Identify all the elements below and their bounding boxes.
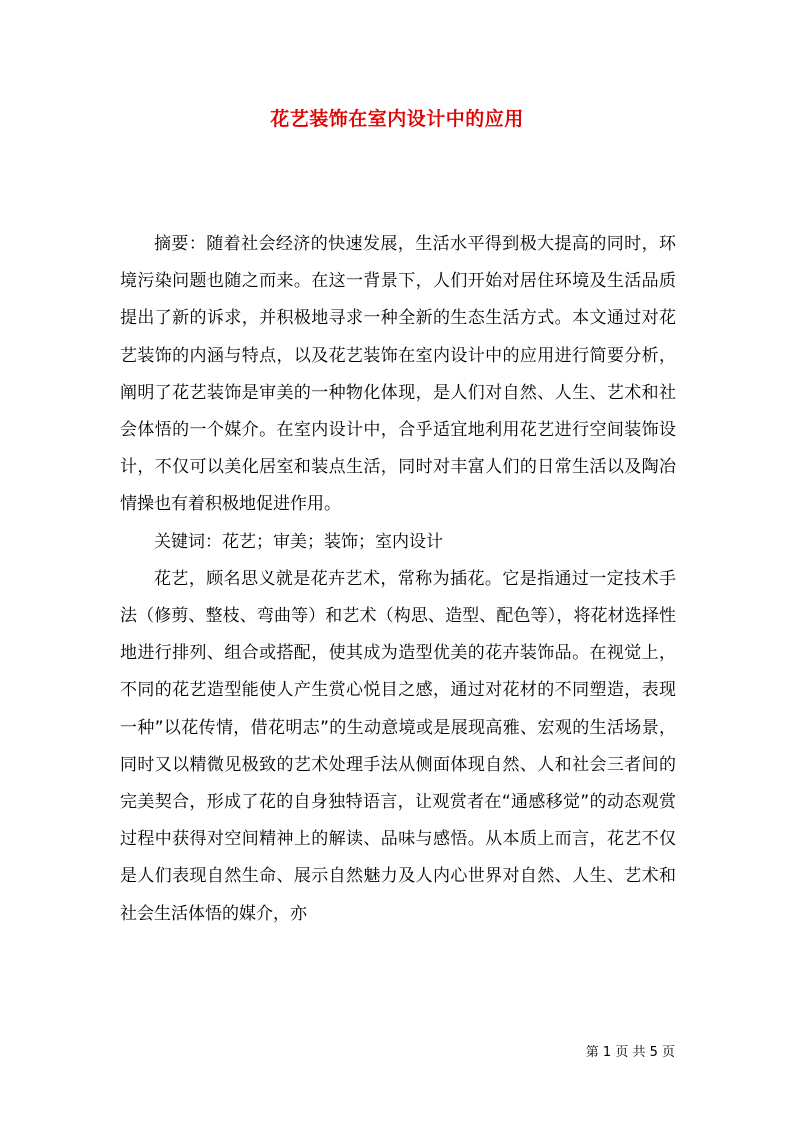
abstract-paragraph: 摘要：随着社会经济的快速发展，生活水平得到极大提高的同时，环境污染问题也随之而来。在这一背景下，人们开始对居住环境及生活品质提出了新的诉求，并积极地寻求一种全新的生态生活方式。本文通过对花艺装饰的内涵与特点，以及花艺装饰在室内设计中的应用进行简要分析，阐明了花艺装饰是审美的一种物化体现，是人们对自然、人生、艺术和社会体悟的一个媒介。在室内设计中，合乎适宜地利用花艺进行空间装饰设计，不仅可以美化居室和装点生活，同时对丰富人们的日常生活以及陶冶情操也有着积极地促进作用。 <box>120 234 676 515</box>
body-paragraph: 花艺，顾名思义就是花卉艺术，常称为插花。它是指通过一定技术手法（修剪、整枝、弯曲等）和艺术（构思、造型、配色等），将花材选择性地进行排列、组合或搭配，使其成为造型优美的花卉装饰品。在视觉上，不同的花艺造型能使人产生赏心悦目之感，通过对花材的不同塑造，表现一种”以花传情，借花明志”的生动意境或是展现高雅、宏观的生活场景，同时又以精微见极致的艺术处理手法从侧面体现自然、人和社会三者间的完美契合，形成了花的自身独特语言，让观赏者在“通感移觉”的动态观赏过程中获得对空间精神上的解读、品味与感悟。从本质上而言，花艺不仅是人们表现自然生命、展示自然魅力及人内心世界对自然、人生、艺术和社会生活体悟的媒介，亦 <box>120 568 676 924</box>
keywords-paragraph: 关键词：花艺；审美；装饰；室内设计 <box>154 531 443 552</box>
document-body <box>120 226 676 933</box>
document-title: 花艺装饰在室内设计中的应用 <box>270 108 524 130</box>
page-number: 第 1 页 共 5 页 <box>585 1045 675 1060</box>
